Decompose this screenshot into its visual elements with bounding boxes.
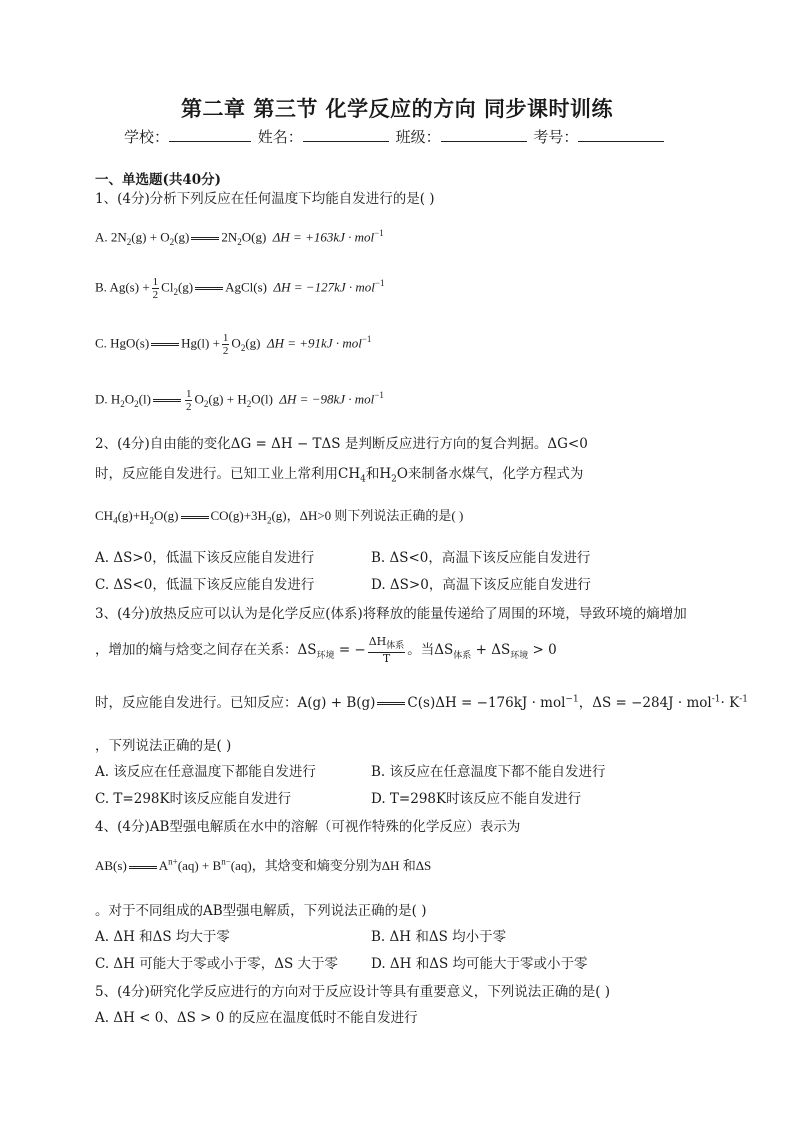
equals-arrow [195,287,223,290]
question-4-line-3: 。对于不同组成的AB型强电解质，下列说法正确的是( ) [95,903,427,919]
question-3-line-2: ，增加的熵与焓变之间存在关系：$\Delta S_{环境}$ = − $\frac{\Delta H_{体系}}{T}$ 。当$\Delta S_{体系} + \Delta S_{环境} > 0$ [95,635,557,666]
equals-arrow [153,399,181,402]
fraction-half: $\frac{1}{2}$ [185,388,192,413]
section-heading: 一、单选题(共40分) [95,172,222,188]
q3-option-b[interactable]: B. 该反应在任意温度下都不能自发进行 [371,764,606,780]
q3-option-d[interactable]: D. T=298K时该反应不能自发进行 [371,791,582,807]
exam-no-label: 考号： [533,128,579,146]
question-3-line-4: ，下列说法正确的是( ) [95,738,232,754]
q1-option-d[interactable]: D. $H_2O_2(l)$ $\frac{1}{2}$ $O_2(g) + H_2O(l) \Delta H = -98kJ \cdot mol^{-1}$ [95,388,384,413]
question-2-line-2: 时，反应能自发进行。已知工业上常利用$CH_4$和$H_2O$来制备水煤气，化学方程式为 [95,466,584,485]
question-4-equation: AB(s) $A^{n+}(aq) + B^{n-}(aq)$，其焓变和熵变分别为ΔH 和ΔS [95,856,432,873]
equals-arrow [377,702,405,705]
q2-option-b[interactable]: B. ΔS<0，高温下该反应能自发进行 [371,550,591,566]
question-3-line-3: 时，反应能自发进行。已知反应：A(g) + B(g) C(s)ΔH = −176kJ · mol$^{-1}$，$\Delta S = -284J \cdot mol^{-1}\cdot K^{-1}$ [95,694,748,711]
page-title: 第二章 第三节 化学反应的方向 同步课时训练 [181,96,613,121]
q2-option-a[interactable]: A. ΔS>0，低温下该反应能自发进行 [95,550,315,566]
fraction-half: $\frac{1}{2}$ [152,276,159,301]
name-field[interactable] [303,127,389,142]
question-1-stem: 1、(4分)分析下列反应在任何温度下均能自发进行的是( ) [95,191,435,207]
equals-arrow [181,516,209,519]
name-label: 姓名： [257,128,303,146]
q4-option-b[interactable]: B. ΔH 和ΔS 均小于零 [371,929,507,945]
question-2-equation: $CH_4(g)+H_2O(g)$ $CO(g)+3H_2(g)$，ΔH>0 则下列说法正确的是( ) [95,508,464,526]
q1-option-b[interactable]: B. Ag(s) + $\frac{1}{2}$ $Cl_2(g)$ AgCl(s) ΔH = −127kJ · mol$^{-1}$ [95,276,385,301]
q3-option-c[interactable]: C. T=298K时该反应能自发进行 [95,791,292,807]
class-label: 班级： [395,128,441,146]
q4-option-a[interactable]: A. ΔH 和ΔS 均大于零 [95,929,230,945]
q3-option-a[interactable]: A. 该反应在任意温度下都能自发进行 [95,764,316,780]
q2-option-d[interactable]: D. ΔS>0，高温下该反应能自发进行 [371,577,591,593]
fraction-dh-over-t: $\frac{\Delta H_{体系}}{T}$ [368,635,405,666]
question-4-line-1: 4、(4分)AB型强电解质在水中的溶解（可视作特殊的化学反应）表示为 [95,819,521,835]
question-2-line-1: 2、(4分)自由能的变化ΔG = ΔH − TΔS 是判断反应进行方向的复合判据。ΔG<0 [95,436,588,452]
school-field[interactable] [169,127,251,142]
school-label: 学校： [124,128,170,146]
class-field[interactable] [441,127,527,142]
q4-option-c[interactable]: C. ΔH 可能大于零或小于零，ΔS 大于零 [95,956,339,972]
equals-arrow [129,866,157,869]
student-info-row [124,126,666,147]
q5-option-a[interactable]: A. ΔH < 0、ΔS > 0 的反应在温度低时不能自发进行 [95,1010,418,1026]
question-3-line-1: 3、(4分)放热反应可以认为是化学反应(体系)将释放的能量传递给了周围的环境，导致环境的熵增加 [95,606,687,622]
exam-no-field[interactable] [578,127,664,142]
question-5-stem: 5、(4分)研究化学反应进行的方向对于反应设计等具有重要意义，下列说法正确的是( ) [95,984,611,1000]
q1-option-a[interactable]: A. $2N_2(g) + O_2(g)$ $2N_2O(g) \Delta H = +163kJ \cdot mol^{-1}$ [95,228,384,247]
q1-option-c[interactable]: C. HgO(s) Hg(l) + $\frac{1}{2}$ $O_2(g) \Delta H = +91kJ \cdot mol^{-1}$ [95,332,372,357]
equals-arrow [151,343,179,346]
equals-arrow [191,237,219,240]
fraction-half: $\frac{1}{2}$ [222,332,229,357]
q2-option-c[interactable]: C. ΔS<0，低温下该反应能自发进行 [95,577,315,593]
q4-option-d[interactable]: D. ΔH 和ΔS 均可能大于零或小于零 [371,956,588,972]
